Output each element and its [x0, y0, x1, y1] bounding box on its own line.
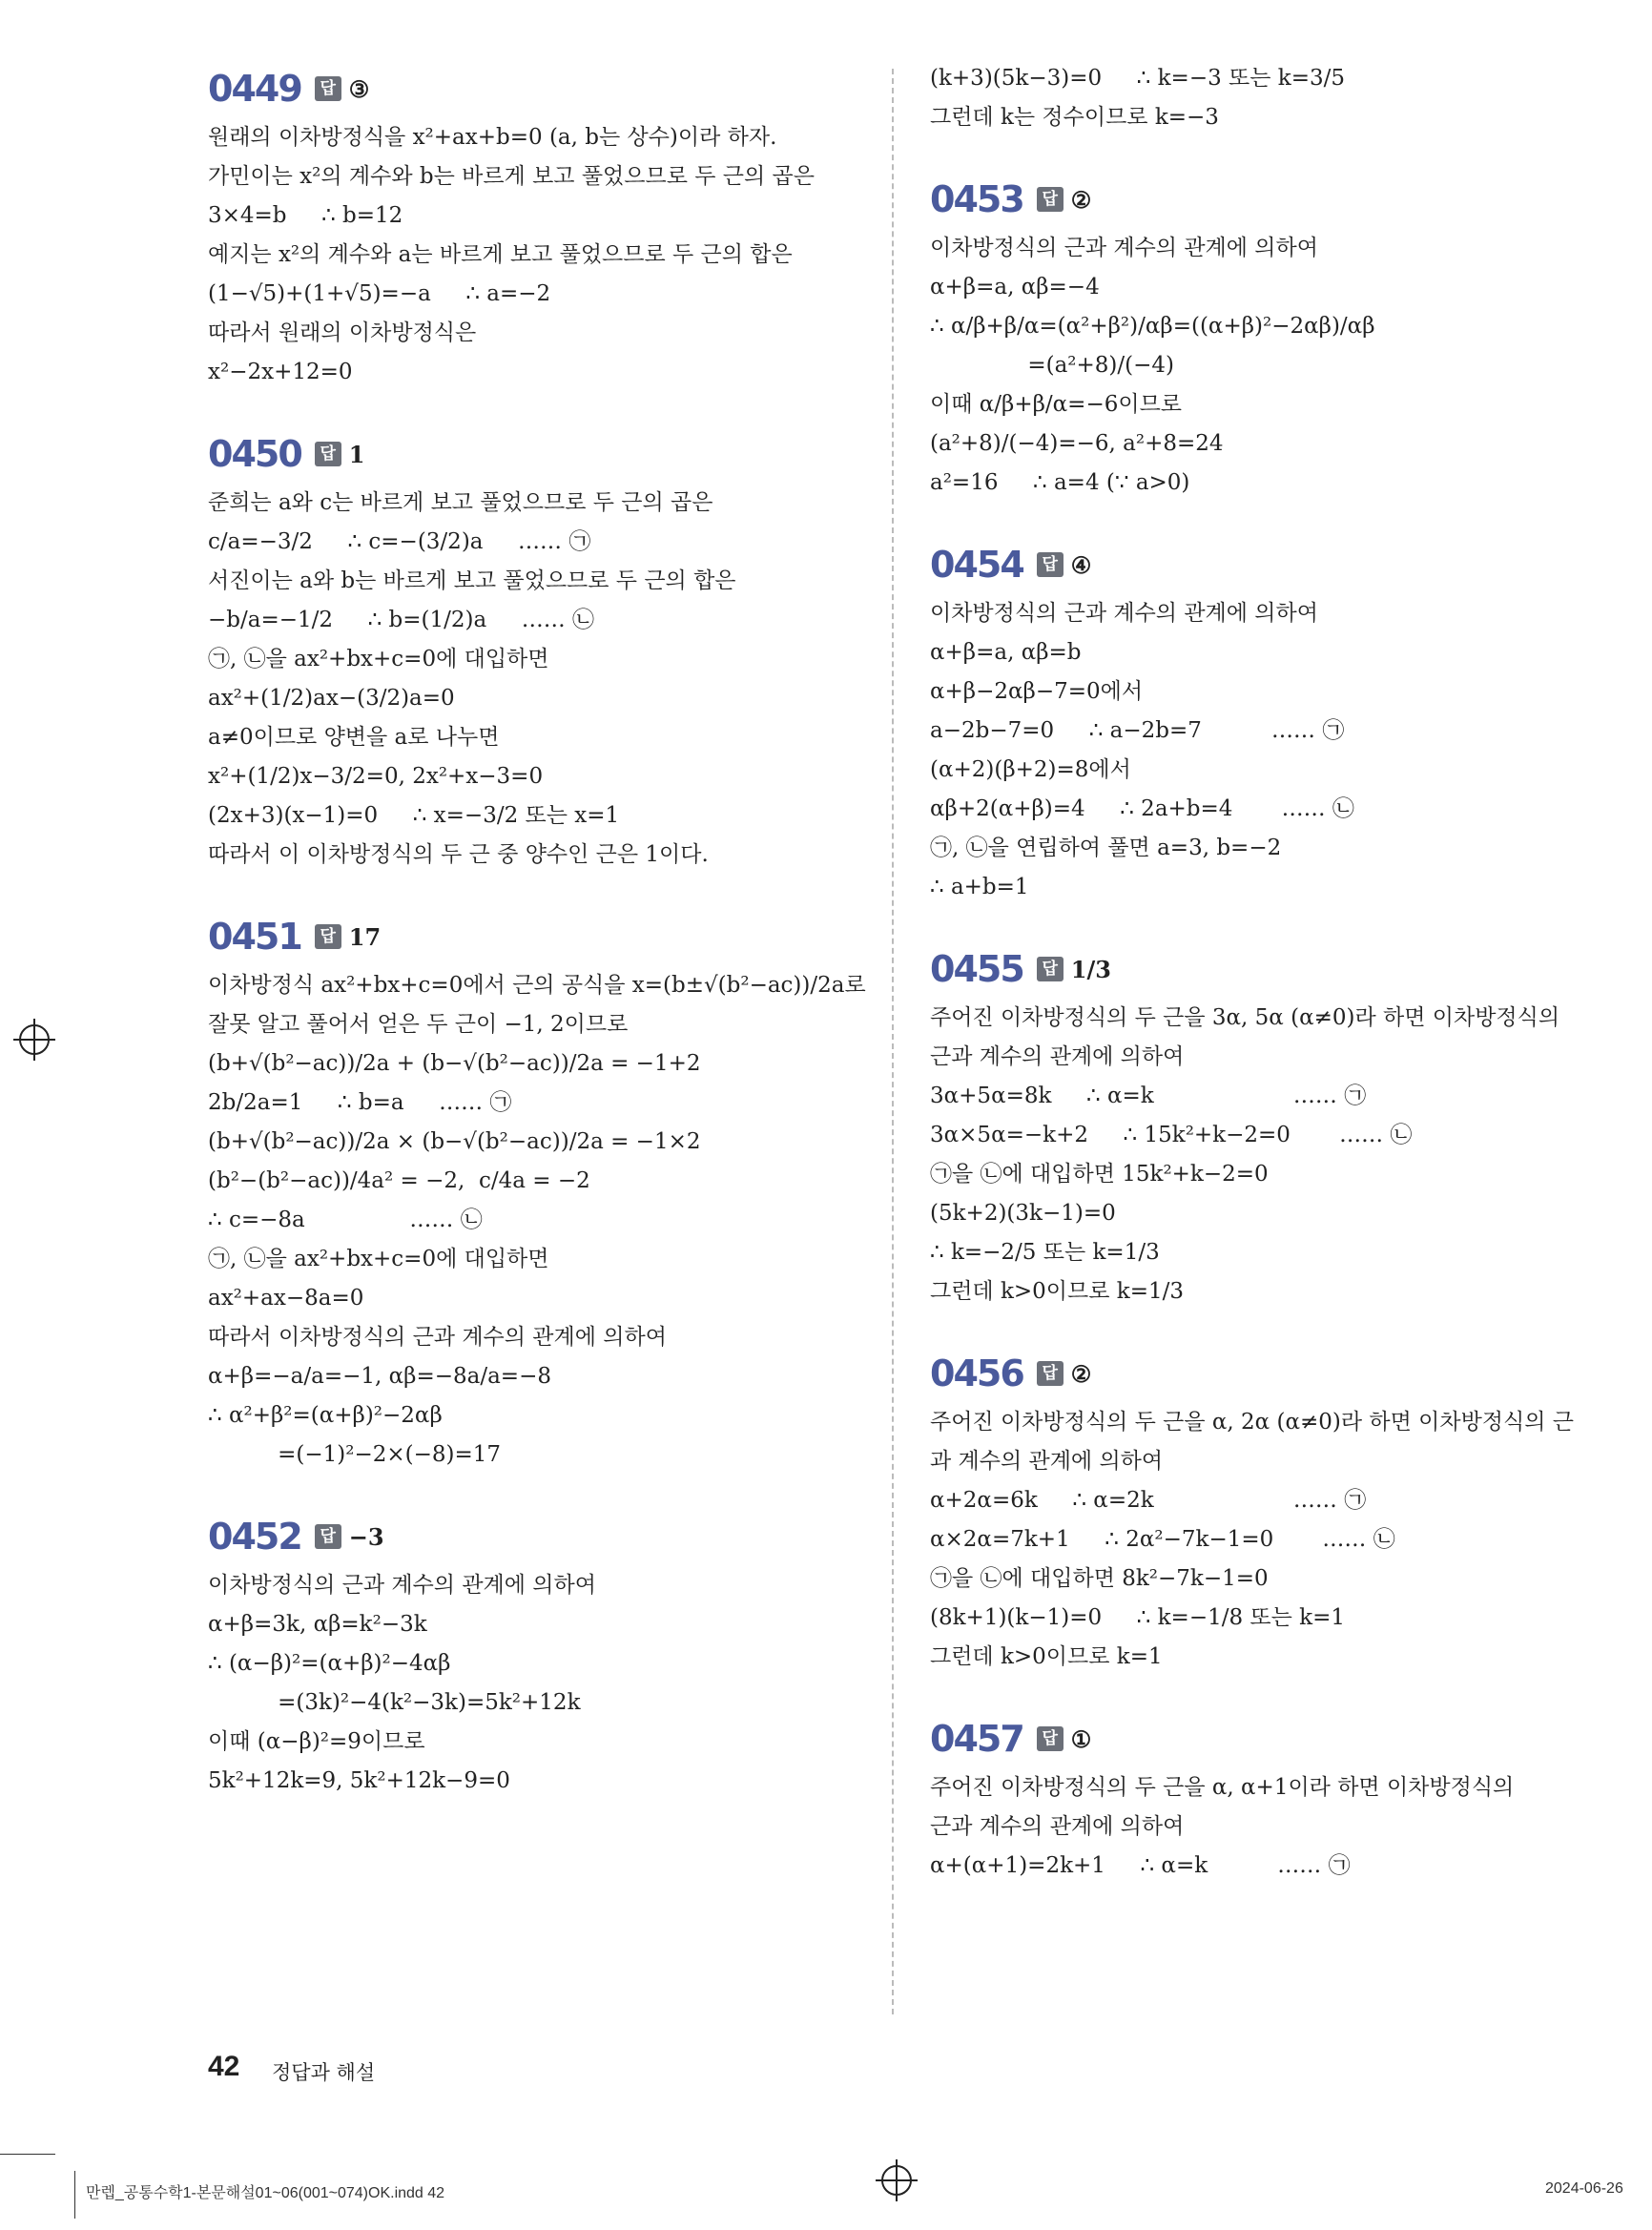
left-column	[208, 59, 866, 1833]
print-file-info: 만렙_공통수학1-본문해설01~06(001~074)OK.indd 42	[86, 2185, 445, 2201]
solution-line: ㉠, ㉡을 연립하여 풀면 a=3, b=−2	[930, 836, 1282, 860]
registration-mark-icon	[881, 2165, 912, 2196]
solution-line: α×2α=7k+1 ∴ 2α²−7k−1=0 …… ㉡	[930, 1527, 1395, 1552]
solution-line: (k+3)(5k−3)=0 ∴ k=−3 또는 k=3/5	[930, 66, 1346, 91]
solution-line: 잘못 알고 풀어서 얻은 두 근이 −1, 2이므로	[208, 1012, 629, 1037]
solution-line: =(a²+8)/(−4)	[930, 353, 1175, 378]
problem-header	[930, 170, 1598, 229]
solution-line: (8k+1)(k−1)=0 ∴ k=−1/8 또는 k=1	[930, 1605, 1346, 1630]
problem-number: 0455	[930, 948, 1023, 990]
answer-badge: 답	[315, 442, 341, 466]
solution-line: ∴ α²+β²=(α+β)²−2αβ	[208, 1403, 443, 1428]
solution-line: (1−√5)+(1+√5)=−a ∴ a=−2	[208, 281, 551, 306]
solution-line: −b/a=−1/2 ∴ b=(1/2)a …… ㉡	[208, 608, 595, 632]
solution-line: ㉠을 ㉡에 대입하면 8k²−7k−1=0	[930, 1566, 1269, 1591]
solution-line: α+2α=6k ∴ α=2k …… ㉠	[930, 1488, 1367, 1513]
solution-line: 5k²+12k=9, 5k²+12k−9=0	[208, 1768, 510, 1793]
solution-line: αβ+2(α+β)=4 ∴ 2a+b=4 …… ㉡	[930, 796, 1354, 821]
problem-number: 0451	[208, 916, 301, 958]
solution-line: 주어진 이차방정식의 두 근을 α, α+1이라 하면 이차방정식의	[930, 1775, 1515, 1800]
answer-value: ③	[348, 74, 370, 103]
solution-line: 이차방정식의 근과 계수의 관계에 의하여	[930, 236, 1318, 260]
answer-badge: 답	[1037, 1726, 1063, 1751]
solution-line: 3×4=b ∴ b=12	[208, 203, 403, 228]
problem-0450	[208, 424, 866, 875]
solution-line: (a²+8)/(−4)=−6, a²+8=24	[930, 431, 1224, 456]
problem-header	[930, 535, 1598, 594]
solution-line: α+β=−a/a=−1, αβ=−8a/a=−8	[208, 1364, 551, 1389]
answer-value: 1/3	[1070, 955, 1111, 983]
solution-line: 이차방정식의 근과 계수의 관계에 의하여	[208, 1573, 596, 1598]
solution-line: ∴ a+b=1	[930, 875, 1029, 899]
trim-mark-horizontal	[0, 2154, 55, 2155]
solution-line: 원래의 이차방정식을 x²+ax+b=0 (a, b는 상수)이라 하자.	[208, 125, 777, 150]
problem-number: 0456	[930, 1352, 1023, 1394]
solution-line: 이차방정식의 근과 계수의 관계에 의하여	[930, 601, 1318, 626]
solution-line: α+(α+1)=2k+1 ∴ α=k …… ㉠	[930, 1853, 1351, 1878]
solution-line: 그런데 k>0이므로 k=1/3	[930, 1279, 1184, 1304]
solution-line: (b²−(b²−ac))/4a² = −2, c/4a = −2	[208, 1168, 590, 1193]
solution-line: ax²+(1/2)ax−(3/2)a=0	[208, 686, 455, 711]
solution-line: x²+(1/2)x−3/2=0, 2x²+x−3=0	[208, 764, 544, 789]
solution-line: =(3k)²−4(k²−3k)=5k²+12k	[208, 1690, 581, 1715]
answer-badge: 답	[315, 1524, 341, 1549]
answer-badge: 답	[1037, 1361, 1063, 1386]
solution-line: 가민이는 x²의 계수와 b는 바르게 보고 풀었으므로 두 근의 곱은	[208, 164, 815, 189]
answer-badge: 답	[315, 76, 341, 101]
problem-number: 0452	[208, 1516, 301, 1558]
solution-line: 그런데 k>0이므로 k=1	[930, 1644, 1163, 1669]
answer-value: ②	[1070, 185, 1092, 214]
solution-line: ∴ (α−β)²=(α+β)²−4αβ	[208, 1651, 451, 1676]
problem-0453	[930, 170, 1598, 503]
footer-label: 정답과 해설	[272, 2061, 376, 2084]
answer-value: 17	[348, 922, 382, 951]
problem-number: 0449	[208, 68, 301, 110]
problem-number: 0454	[930, 544, 1023, 586]
solution-line: =(−1)²−2×(−8)=17	[208, 1442, 502, 1467]
problem-number: 0453	[930, 178, 1023, 220]
solution-line: α+β−2αβ−7=0에서	[930, 679, 1144, 704]
solution-line: 주어진 이차방정식의 두 근을 α, 2α (α≠0)라 하면 이차방정식의 근	[930, 1410, 1574, 1435]
solution-line: ∴ c=−8a …… ㉡	[208, 1208, 483, 1232]
solution-line: ㉠을 ㉡에 대입하면 15k²+k−2=0	[930, 1162, 1269, 1187]
solution-line: (α+2)(β+2)=8에서	[930, 757, 1131, 782]
answer-value: ②	[1070, 1359, 1092, 1388]
page-number: 42	[208, 2051, 240, 2082]
registration-mark-icon	[19, 1024, 50, 1055]
solution-line: 과 계수의 관계에 의하여	[930, 1449, 1164, 1474]
solution-line: (b+√(b²−ac))/2a + (b−√(b²−ac))/2a = −1+2	[208, 1051, 701, 1076]
solution-line: 그런데 k는 정수이므로 k=−3	[930, 105, 1219, 130]
answer-value: ④	[1070, 550, 1092, 579]
solution-line: (b+√(b²−ac))/2a × (b−√(b²−ac))/2a = −1×2	[208, 1129, 701, 1154]
answer-value: 1	[348, 440, 365, 468]
problem-number: 0450	[208, 433, 301, 475]
solution-line: 서진이는 a와 b는 바르게 보고 풀었으므로 두 근의 합은	[208, 568, 736, 593]
solution-line: a−2b−7=0 ∴ a−2b=7 …… ㉠	[930, 718, 1345, 743]
problem-header	[208, 907, 866, 966]
solution-line: 주어진 이차방정식의 두 근을 3α, 5α (α≠0)라 하면 이차방정식의	[930, 1005, 1560, 1030]
solution-line: x²−2x+12=0	[208, 360, 353, 384]
solution-line: 따라서 원래의 이차방정식은	[208, 320, 477, 345]
answer-value: ①	[1070, 1724, 1092, 1753]
problem-header	[930, 1709, 1598, 1768]
problem-continued	[930, 59, 1598, 137]
problem-0456	[930, 1344, 1598, 1677]
solution-line: ㉠, ㉡을 ax²+bx+c=0에 대입하면	[208, 647, 549, 671]
solution-line: 이때 α/β+β/α=−6이므로	[930, 392, 1183, 417]
solution-line: 이차방정식 ax²+bx+c=0에서 근의 공식을 x=(b±√(b²−ac))/2a로	[208, 973, 866, 998]
problem-0451	[208, 907, 866, 1475]
problem-number: 0457	[930, 1718, 1023, 1760]
solution-line: ax²+ax−8a=0	[208, 1286, 364, 1311]
solution-line: 따라서 이차방정식의 근과 계수의 관계에 의하여	[208, 1325, 667, 1350]
answer-value: −3	[348, 1522, 384, 1551]
solution-line: α+β=3k, αβ=k²−3k	[208, 1612, 427, 1637]
solution-line: 3α+5α=8k ∴ α=k …… ㉠	[930, 1084, 1367, 1108]
solution-line: 이때 (α−β)²=9이므로	[208, 1729, 425, 1754]
solution-line: c/a=−3/2 ∴ c=−(3/2)a …… ㉠	[208, 529, 591, 554]
solution-line: (2x+3)(x−1)=0 ∴ x=−3/2 또는 x=1	[208, 803, 620, 828]
solution-line: ∴ k=−2/5 또는 k=1/3	[930, 1240, 1160, 1265]
solution-line: ∴ α/β+β/α=(α²+β²)/αβ=((α+β)²−2αβ)/αβ	[930, 314, 1375, 339]
problem-header	[208, 424, 866, 484]
problem-header	[930, 939, 1598, 999]
problem-0455	[930, 939, 1598, 1311]
column-divider	[892, 69, 894, 2014]
solution-line: (5k+2)(3k−1)=0	[930, 1201, 1116, 1226]
solution-line: 근과 계수의 관계에 의하여	[930, 1814, 1185, 1839]
answer-badge: 답	[315, 924, 341, 949]
print-date: 2024-06-26	[1545, 2180, 1623, 2197]
solution-line: a≠0이므로 양변을 a로 나누면	[208, 725, 500, 750]
answer-badge: 답	[1037, 957, 1063, 981]
problem-0454	[930, 535, 1598, 907]
solution-line: 3α×5α=−k+2 ∴ 15k²+k−2=0 …… ㉡	[930, 1123, 1413, 1147]
problem-header	[930, 1344, 1598, 1403]
answer-badge: 답	[1037, 187, 1063, 212]
solution-line: α+β=a, αβ=b	[930, 640, 1082, 665]
problem-0457	[930, 1709, 1598, 1886]
solution-line: 근과 계수의 관계에 의하여	[930, 1044, 1185, 1069]
solution-line: 2b/2a=1 ∴ b=a …… ㉠	[208, 1090, 512, 1115]
right-column	[930, 59, 1598, 1918]
problem-header	[208, 1507, 866, 1566]
solution-line: a²=16 ∴ a=4 (∵ a>0)	[930, 470, 1190, 495]
problem-header	[208, 59, 866, 118]
solution-line: ㉠, ㉡을 ax²+bx+c=0에 대입하면	[208, 1247, 549, 1271]
trim-mark-vertical	[74, 2171, 75, 2219]
problem-0452	[208, 1507, 866, 1801]
problem-0449	[208, 59, 866, 392]
solution-line: α+β=a, αβ=−4	[930, 275, 1100, 299]
answer-badge: 답	[1037, 552, 1063, 577]
solution-line: 따라서 이 이차방정식의 두 근 중 양수인 근은 1이다.	[208, 842, 709, 867]
solution-line: 준희는 a와 c는 바르게 보고 풀었으므로 두 근의 곱은	[208, 490, 713, 515]
solution-line: 예지는 x²의 계수와 a는 바르게 보고 풀었으므로 두 근의 합은	[208, 242, 793, 267]
